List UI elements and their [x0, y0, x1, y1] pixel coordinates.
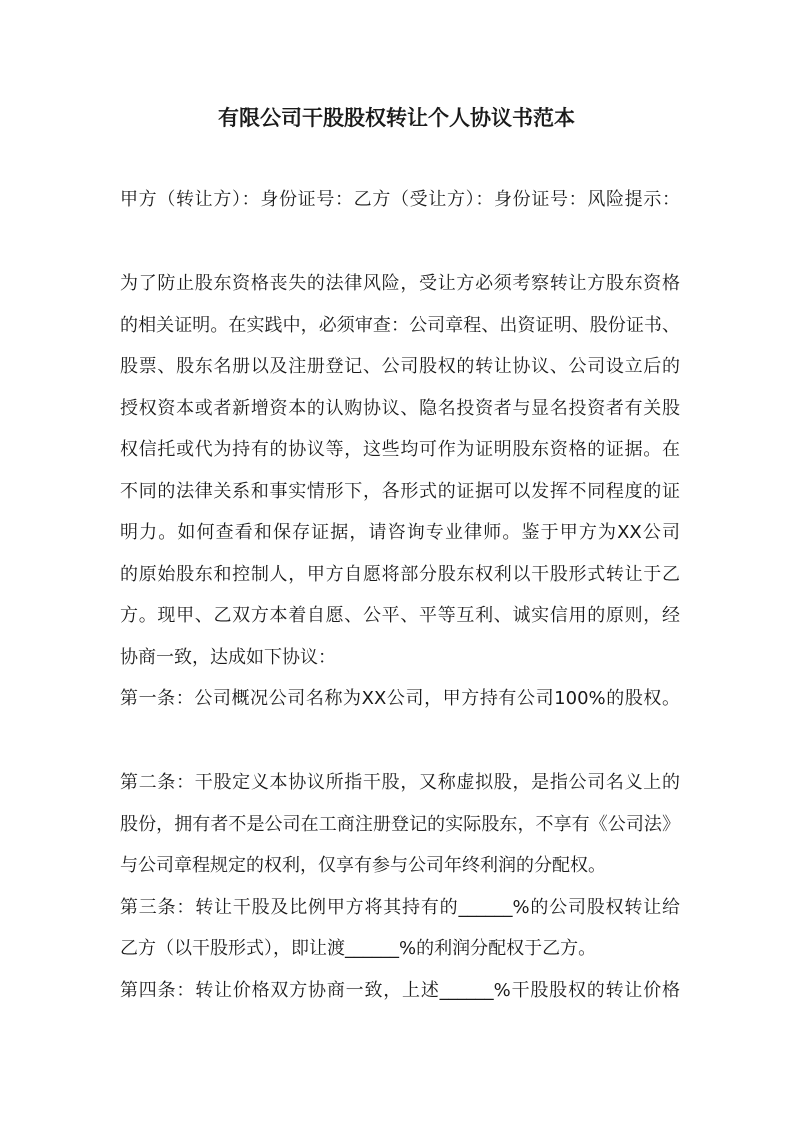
- paragraph-line: 方。现甲、乙双方本着自愿、公平、平等互利、诚实信用的原则，经: [120, 605, 680, 626]
- paragraph-line: 为了防止股东资格丧失的法律风险，受让方必须考察转让方股东资格: [120, 273, 680, 294]
- article-4-line: 第四条：转让价格双方协商一致，上述______%干股股权的转让价格: [120, 980, 680, 1001]
- article-2-line: 第二条：干股定义本协议所指干股，又称虚拟股，是指公司名义上的: [120, 772, 680, 793]
- paragraph-line: 的相关证明。在实践中，必须审查：公司章程、出资证明、股份证书、: [120, 315, 680, 336]
- paragraph-line: 明力。如何查看和保存证据，请咨询专业律师。鉴于甲方为XX公司: [120, 522, 680, 543]
- paragraph-line: 的原始股东和控制人，甲方自愿将部分股东权利以干股形式转让于乙: [120, 564, 680, 585]
- article-3-line: 第三条：转让干股及比例甲方将其持有的______%的公司股权转让给: [120, 897, 680, 918]
- paragraph-line: 股票、股东名册以及注册登记、公司股权的转让协议、公司设立后的: [120, 356, 680, 377]
- paragraph-line: 权信托或代为持有的协议等，这些均可作为证明股东资格的证据。在: [120, 439, 680, 460]
- parties-line: 甲方（转让方）：身份证号：乙方（受让方）：身份证号：风险提示：: [120, 189, 680, 210]
- article-1-line: 第一条：公司概况公司名称为XX公司，甲方持有公司100%的股权。: [120, 688, 680, 709]
- document-title: 有限公司干股股权转让个人协议书范本: [218, 106, 575, 130]
- article-3-line: 乙方（以干股形式），即让渡______%的利润分配权于乙方。: [120, 938, 597, 959]
- paragraph-line: 不同的法律关系和事实情形下，各形式的证据可以发挥不同程度的证: [120, 481, 680, 502]
- paragraph-line: 授权资本或者新增资本的认购协议、隐名投资者与显名投资者有关股: [120, 398, 680, 419]
- paragraph-line: 协商一致，达成如下协议：: [120, 647, 336, 668]
- article-2-line: 与公司章程规定的权利，仅享有参与公司年终利润的分配权。: [120, 855, 606, 876]
- article-2-line: 股份，拥有者不是公司在工商注册登记的实际股东，不享有《公司法》: [120, 814, 680, 835]
